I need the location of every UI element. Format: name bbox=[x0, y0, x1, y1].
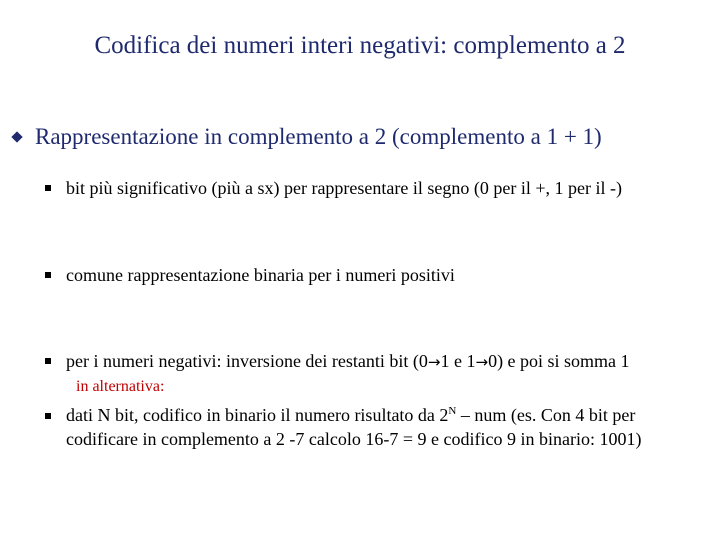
alt-text-end: – num (es. Con 4 bit per bbox=[456, 405, 636, 425]
square-bullet-icon bbox=[45, 358, 51, 364]
negative-text-end: 0) e poi si somma 1 bbox=[488, 351, 630, 371]
exponent-n: N bbox=[448, 405, 457, 417]
alt-text-start: dati N bit, codifico in binario il numero risultato da 2 bbox=[66, 405, 449, 425]
bullet-alternative-line1 bbox=[66, 402, 635, 428]
bullet-positive: comune rappresentazione binaria per i numeri positivi bbox=[66, 265, 455, 285]
bullet-alternative-line2: codificare in complemento a 2 -7 calcolo 16-7 = 9 e codifico 9 in binario: 1001) bbox=[66, 429, 642, 449]
right-arrow-icon: → bbox=[427, 353, 441, 371]
alternative-label: in alternativa: bbox=[76, 378, 165, 395]
square-bullet-icon bbox=[45, 185, 51, 191]
page-title: Codifica dei numeri interi negativi: complemento a 2 bbox=[94, 32, 626, 59]
bullet-negative bbox=[66, 348, 630, 375]
negative-text-start: per i numeri negativi: inversione dei restanti bit (0 bbox=[66, 351, 428, 371]
diamond-bullet-icon bbox=[10, 124, 21, 150]
right-arrow-icon: → bbox=[475, 353, 489, 371]
square-bullet-icon bbox=[45, 272, 51, 278]
main-point: Rappresentazione in complemento a 2 (complemento a 1 + 1) bbox=[35, 124, 602, 149]
square-bullet-icon bbox=[45, 413, 51, 419]
bullet-sign-bit: bit più significativo (più a sx) per rappresentare il segno (0 per il +, 1 per il -) bbox=[66, 178, 622, 198]
negative-text-mid: 1 e 1 bbox=[440, 351, 476, 371]
